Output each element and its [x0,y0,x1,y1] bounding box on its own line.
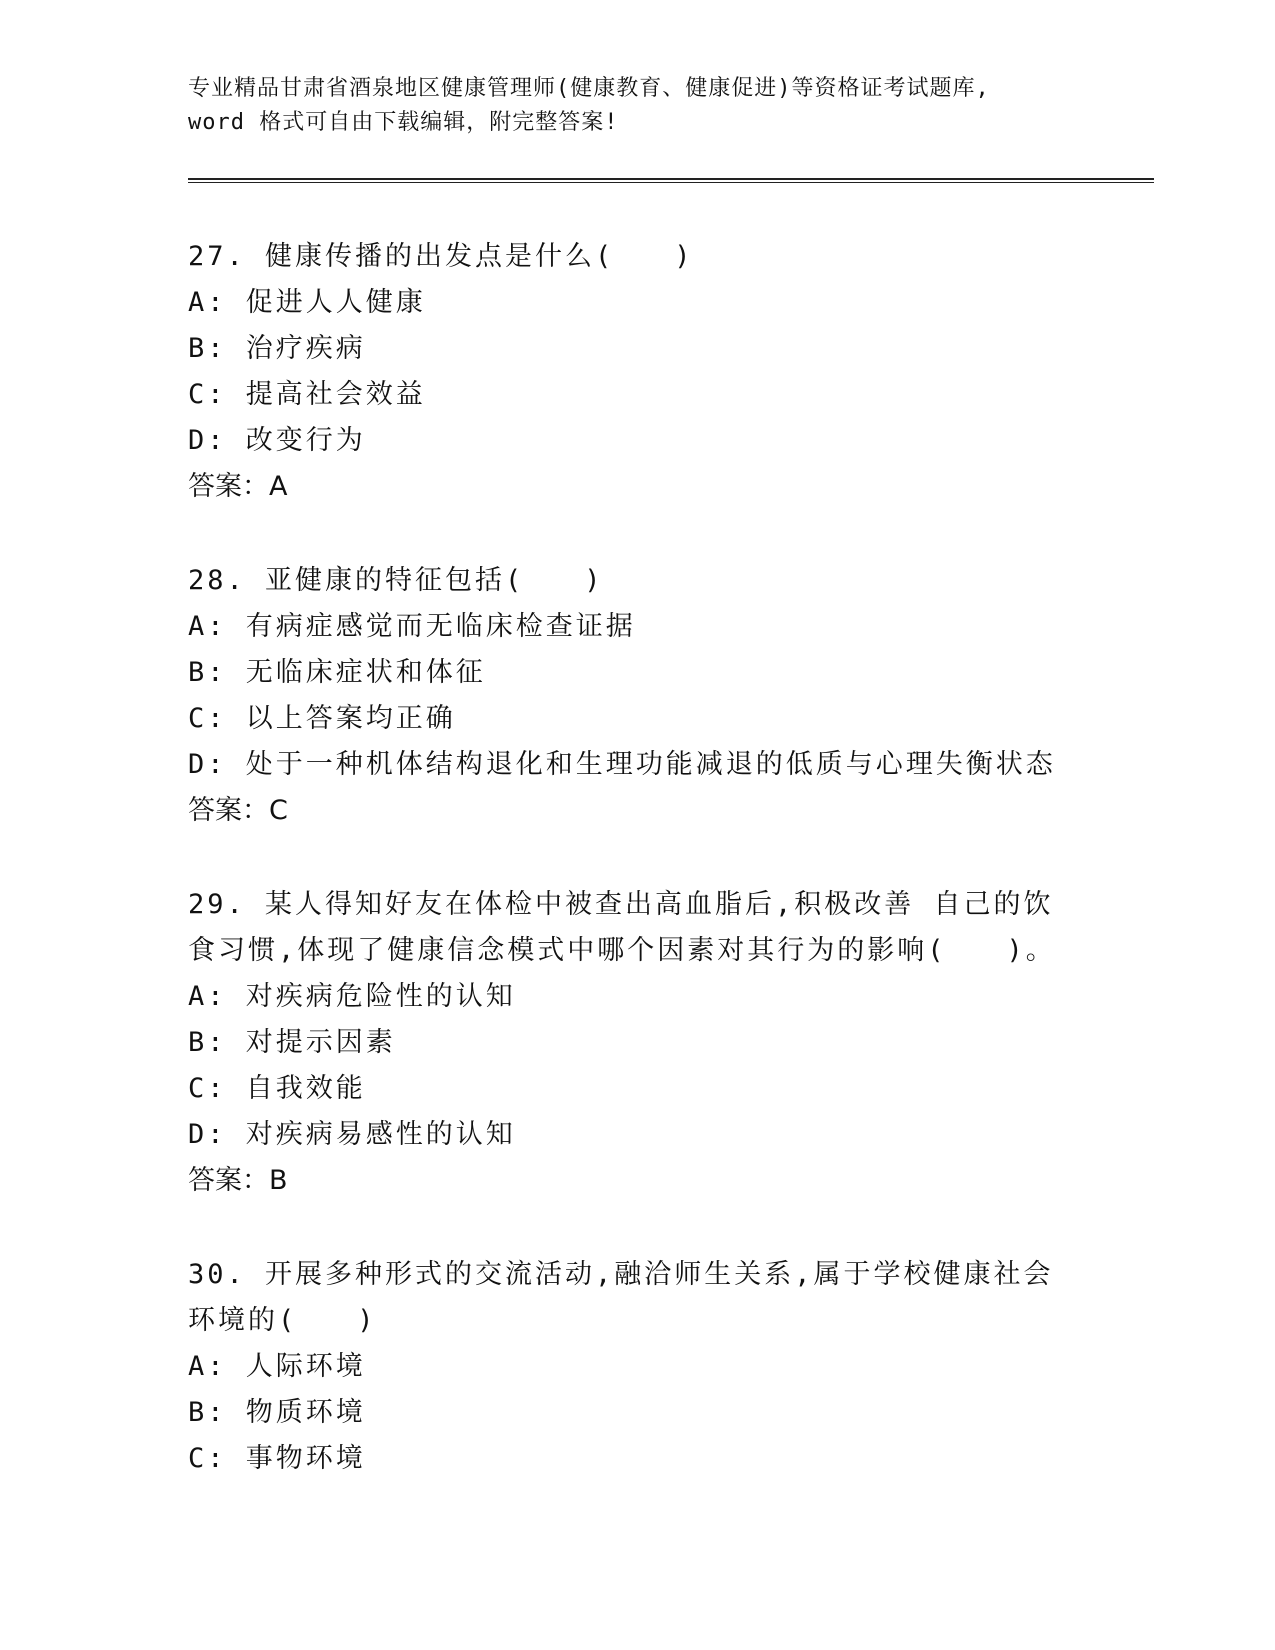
option-a: A: 促进人人健康 [188,287,426,318]
option-c: C: 自我效能 [188,1073,366,1104]
option-c: C: 以上答案均正确 [188,703,456,734]
question-28 [188,558,1088,834]
question-stem: 29. 某人得知好友在体检中被查出高血脂后,积极改善 自己的饮食习惯,体现了健康信念模式中哪个因素对其行为的影响( )。 [188,889,1056,966]
answer-line: 答案：A [188,471,288,502]
question-stem: 27. 健康传播的出发点是什么( ) [188,241,694,272]
answer-line: 答案：B [188,1165,288,1196]
option-a: A: 对疾病危险性的认知 [188,981,516,1012]
option-c: C: 事物环境 [188,1443,366,1474]
question-stem: 28. 亚健康的特征包括( ) [188,565,604,596]
question-29 [188,882,1088,1204]
option-b: B: 对提示因素 [188,1027,396,1058]
option-a: A: 有病症感觉而无临床检查证据 [188,611,636,642]
question-30 [188,1252,1088,1482]
option-d: D: 处于一种机体结构退化和生理功能减退的低质与心理失衡状态 [188,749,1056,780]
question-stem: 30. 开展多种形式的交流活动,融洽师生关系,属于学校健康社会环境的( ) [188,1259,1054,1336]
answer-line: 答案：C [188,795,288,826]
document-header [188,72,1088,140]
option-d: D: 改变行为 [188,425,366,456]
option-c: C: 提高社会效益 [188,379,426,410]
option-a: A: 人际环境 [188,1351,366,1382]
question-list [188,234,1088,1530]
header-line-2: word 格式可自由下载编辑，附完整答案! [188,110,619,135]
option-b: B: 无临床症状和体征 [188,657,486,688]
option-b: B: 物质环境 [188,1397,366,1428]
question-27 [188,234,1088,510]
option-b: B: 治疗疾病 [188,333,366,364]
header-line-1: 专业精品甘肃省酒泉地区健康管理师(健康教育、健康促进)等资格证考试题库, [188,76,990,101]
option-d: D: 对疾病易感性的认知 [188,1119,516,1150]
header-divider [188,178,1154,183]
